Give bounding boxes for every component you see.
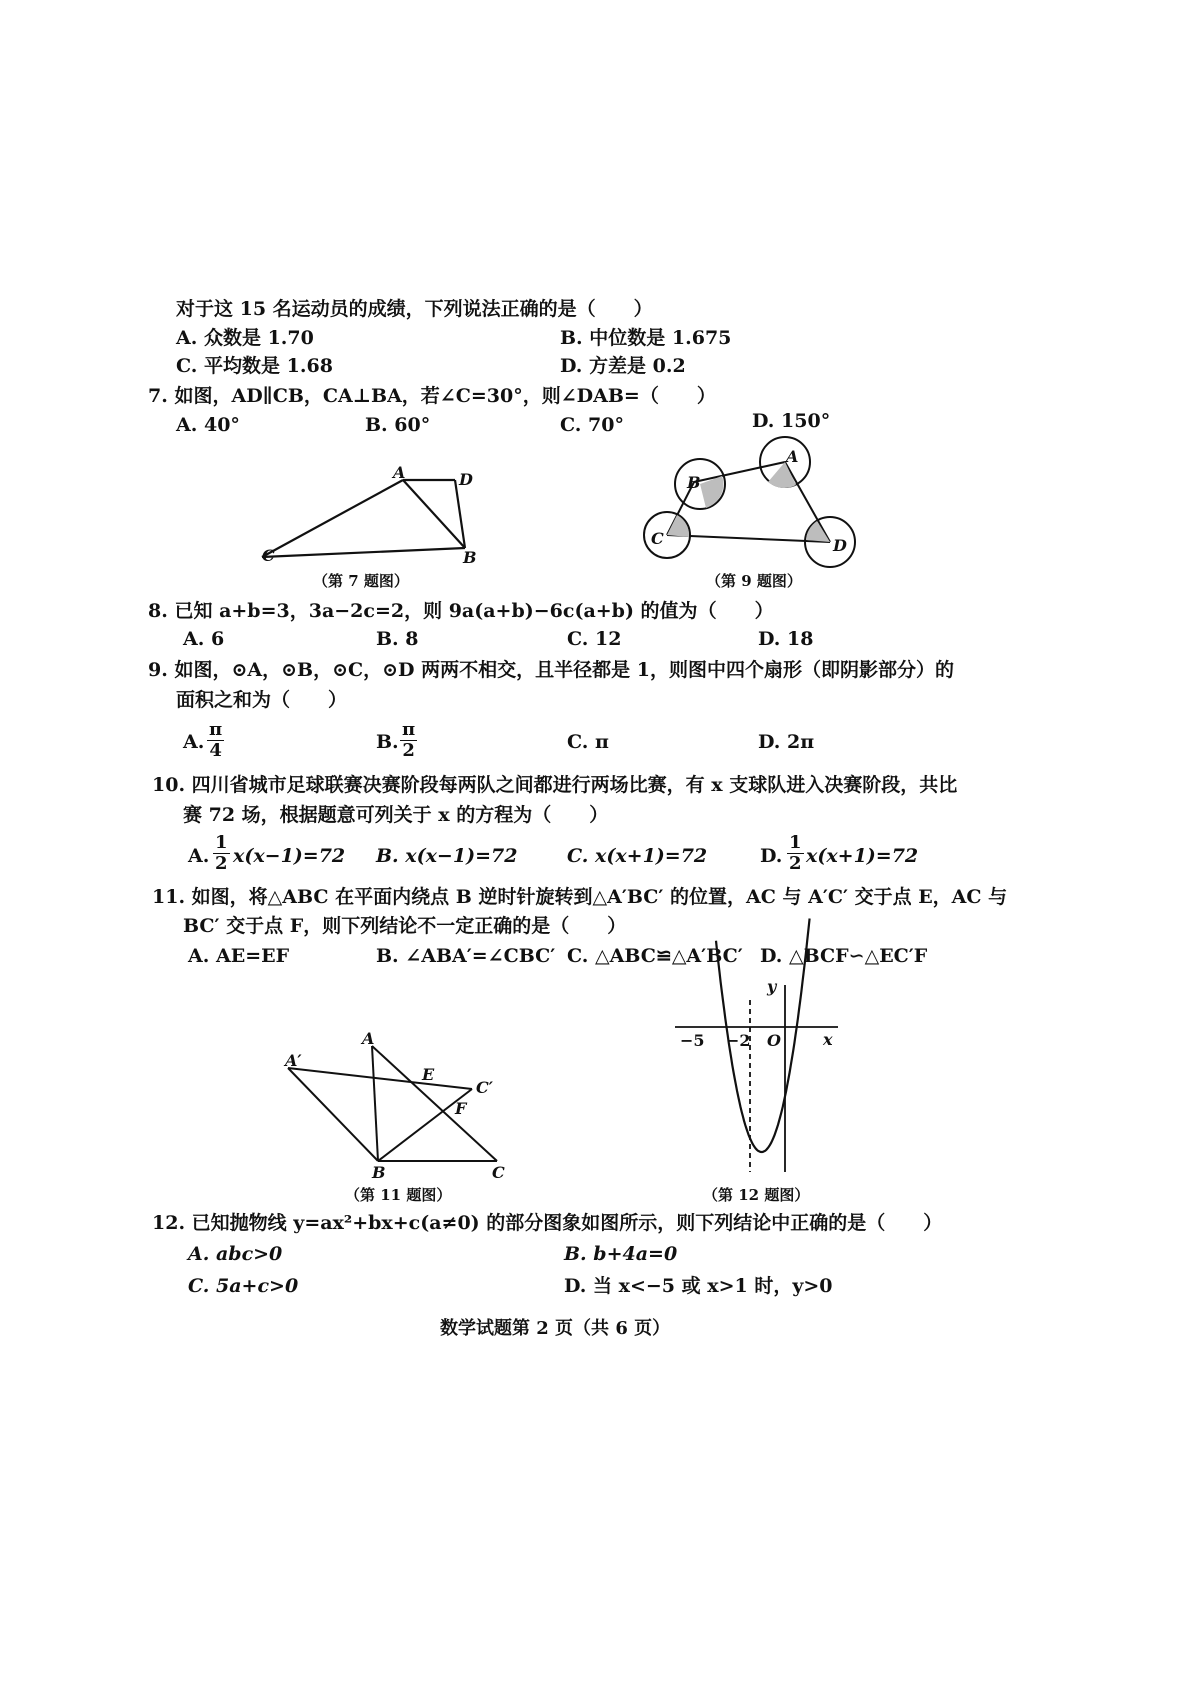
segment-a1c1 [288,1068,472,1089]
q7-option-b: B. 60° [365,414,431,436]
q6-option-c: C. 平均数是 1.68 [176,355,333,377]
q6-option-d: D. 方差是 0.2 [560,355,686,377]
q12-option-b: B. b+4a=0 [564,1243,678,1265]
q9-stem-line1: 9. 如图，⊙A，⊙B，⊙C，⊙D 两两不相交，且半径都是 1，则图中四个扇形（即阴影部分）的 [148,659,954,681]
fig11-label-b: B [372,1163,386,1182]
fig7-label-b: B [463,548,477,567]
fig12-caption: （第 12 题图） [703,1186,810,1204]
fig11-caption: （第 11 题图） [345,1186,452,1204]
q9-option-b-denominator: 2 [402,740,415,761]
q10-option-d-letter: D. [760,845,783,867]
q9-option-d: D. 2π [758,731,815,753]
q12-option-d: D. 当 x<−5 或 x>1 时，y>0 [564,1275,833,1297]
q10-option-d-numerator: 1 [789,832,802,853]
fig7-label-d: D [459,470,473,489]
q7-option-c: C. 70° [560,414,624,436]
q7-stem: 7. 如图，AD∥CB，CA⊥BA，若∠C=30°，则∠DAB=（ ） [148,385,716,407]
fig9-caption: （第 9 题图） [706,572,802,590]
q9-option-a-letter: A. [183,731,205,753]
q11-option-c: C. △ABC≌△A′BC′ [567,945,743,967]
page-footer: 数学试题第 2 页（共 6 页） [440,1318,671,1339]
fig11-label-c: C [492,1163,505,1182]
q8-option-b: B. 8 [376,628,419,650]
q10-option-a-denominator: 2 [215,853,228,874]
q10-option-a-letter: A. [188,845,210,867]
q6-option-a: A. 众数是 1.70 [176,327,314,349]
q6-stem: 对于这 15 名运动员的成绩，下列说法正确的是（ ） [176,298,653,320]
q10-option-d-equation: x(x+1)=72 [806,845,919,867]
q7-option-d: D. 150° [752,410,831,432]
q8-option-d: D. 18 [758,628,814,650]
q9-stem-line2: 面积之和为（ ） [176,689,348,711]
q9-option-c: C. π [567,731,609,753]
q11-option-b: B. ∠ABA′=∠CBC′ [376,945,556,967]
q9-option-a-denominator: 4 [209,740,222,761]
fig11-label-c-prime: C′ [476,1078,493,1097]
q12-option-c: C. 5a+c>0 [188,1275,299,1297]
q8-option-a: A. 6 [183,628,225,650]
q10-stem-line2: 赛 72 场，根据题意可列关于 x 的方程为（ ） [183,804,609,826]
q9-option-a-numerator: π [209,719,223,740]
q11-option-d: D. △BCF∽△EC′F [760,945,928,967]
fig7-label-a: A [393,463,406,482]
q6-option-b: B. 中位数是 1.675 [560,327,732,349]
fig12-label-y: y [767,977,777,996]
q8-stem: 8. 已知 a+b=3，3a−2c=2，则 9a(a+b)−6c(a+b) 的值为（ ） [148,600,774,622]
fig11-label-f: F [455,1099,467,1118]
q11-stem-line2: BC′ 交于点 F，则下列结论不一定正确的是（ ） [183,915,627,937]
fig11-label-a: A [362,1029,375,1048]
q10-stem-line1: 10. 四川省城市足球联赛决赛阶段每两队之间都进行两场比赛，有 x 支球队进入决赛阶段，共比 [152,774,958,796]
q7-option-a: A. 40° [176,414,240,436]
q11-option-a: A. AE=EF [188,945,290,967]
q10-option-a-equation: x(x−1)=72 [233,845,346,867]
q12-stem: 12. 已知抛物线 y=ax²+bx+c(a≠0) 的部分图象如图所示，则下列结论中正确的是（ ） [152,1212,943,1234]
q12-option-a: A. abc>0 [188,1243,283,1265]
fig12-label-origin: O [767,1031,781,1050]
fig9-label-d: D [833,536,847,555]
q10-option-d-denominator: 2 [789,853,802,874]
q8-option-c: C. 12 [567,628,622,650]
fig11-label-e: E [422,1065,435,1084]
q9-option-b-letter: B. [376,731,399,753]
fig9-label-c: C [651,529,664,548]
fig7-label-c: C [262,546,275,565]
q10-option-a-numerator: 1 [215,832,228,853]
fig12-label-minus-2: −2 [726,1031,751,1050]
fig12-label-x: x [823,1030,833,1049]
fig12-label-minus-5: −5 [680,1031,705,1050]
fig9-label-b: B [687,473,701,492]
q11-stem-line1: 11. 如图，将△ABC 在平面内绕点 B 逆时针旋转到△A′BC′ 的位置，AC 与 A′C′ 交于点 E，AC 与 [152,886,1008,908]
segment-ac [372,1046,497,1161]
segment-a1b [288,1068,378,1161]
fig11-label-a-prime: A′ [285,1051,302,1070]
q10-option-c: C. x(x+1)=72 [567,845,708,867]
fig9-label-a: A [786,447,799,466]
segment-ab [372,1046,378,1161]
q10-option-b: B. x(x−1)=72 [376,845,518,867]
fig7-caption: （第 7 题图） [313,572,409,590]
q9-option-b-numerator: π [402,719,416,740]
